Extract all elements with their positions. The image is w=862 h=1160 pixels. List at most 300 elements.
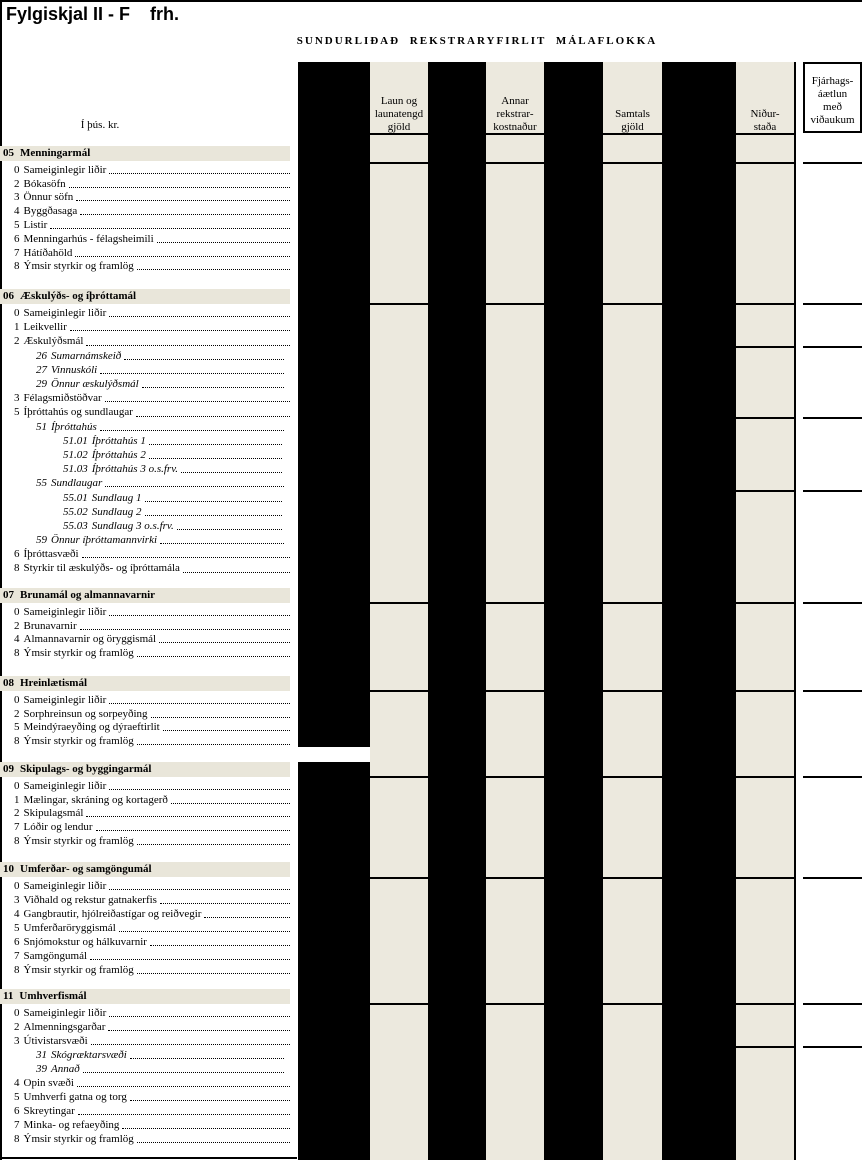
section-header: [0, 289, 290, 304]
line-item-code: 8: [14, 835, 20, 848]
separator-bar: [298, 762, 370, 1160]
line-item-code: 8: [14, 1133, 20, 1145]
line-item: [0, 505, 297, 519]
line-item-label: Útivistarsvæði: [23, 1035, 88, 1047]
section-divider-line: [486, 133, 544, 135]
line-item-label: Ýmsir styrkir og framlög: [23, 835, 134, 848]
unit-label: Í þús. kr.: [80, 119, 120, 131]
line-item: [0, 306, 297, 320]
section-divider-line: [603, 776, 662, 778]
dotted-leader: [109, 615, 290, 616]
section-divider-line: [736, 346, 794, 348]
line-item: [0, 1118, 297, 1132]
section-items: [0, 163, 297, 273]
line-item-code: 3: [14, 392, 20, 405]
section-divider-line: [486, 303, 544, 305]
dotted-leader: [124, 359, 284, 360]
dotted-leader: [100, 430, 284, 431]
dotted-leader: [91, 1044, 290, 1045]
line-item: [0, 177, 297, 191]
section-divider-line: [803, 162, 862, 164]
line-item: [0, 734, 297, 748]
line-item: [0, 533, 297, 547]
section-divider-line: [486, 776, 544, 778]
section-title: Hreinlætismál: [20, 677, 88, 689]
section-divider-line: [370, 1003, 428, 1005]
line-item-code: 0: [14, 1007, 20, 1019]
dotted-leader: [69, 187, 290, 188]
line-item-label: Styrkir til æskulýðs- og íþróttamála: [23, 562, 180, 575]
section-divider-line: [370, 303, 428, 305]
line-item-code: 8: [14, 647, 20, 660]
section-divider-line: [603, 877, 662, 879]
line-item: [0, 1048, 297, 1062]
line-item-code: 27: [36, 363, 47, 376]
dotted-leader: [137, 269, 290, 270]
line-item-label: Sundlaug 3 o.s.frv.: [91, 519, 174, 532]
line-item-label: Menningarhús - félagsheimili: [23, 232, 154, 245]
line-item: [0, 907, 297, 921]
line-item: [0, 1104, 297, 1118]
line-item: [0, 246, 297, 260]
line-item: [0, 561, 297, 575]
line-item: [0, 163, 297, 177]
line-item-label: Sameiginlegir liðir: [23, 1007, 107, 1019]
column-header-line: Niður-: [750, 108, 780, 120]
line-item-label: Sundlaug 2: [91, 505, 142, 518]
section-items: [0, 1006, 297, 1146]
line-item-code: 0: [14, 163, 20, 176]
line-item-code: 0: [14, 307, 20, 320]
line-item-code: 55.01: [63, 491, 88, 504]
section-code: 07: [3, 589, 14, 601]
dotted-leader: [105, 486, 284, 487]
section-items: [0, 693, 297, 748]
section-divider-line: [603, 162, 662, 164]
line-item: [0, 793, 297, 807]
line-item: [0, 547, 297, 561]
section-title: Brunamál og almannavarnir: [20, 589, 156, 601]
line-item-code: 1: [14, 793, 20, 806]
column-header-nidurstada: [736, 108, 794, 134]
dotted-leader: [157, 242, 290, 243]
line-item-label: Almannavarnir og öryggismál: [23, 633, 157, 646]
line-item-label: Opin svæði: [23, 1077, 74, 1089]
section-title: Umferðar- og samgöngumál: [20, 863, 152, 875]
dotted-leader: [109, 316, 290, 317]
section-divider-line: [736, 1046, 794, 1048]
dotted-leader: [183, 572, 290, 573]
section-divider-line: [603, 602, 662, 604]
line-item-code: 6: [14, 1105, 20, 1117]
line-item-code: 6: [14, 232, 20, 245]
line-item-code: 5: [14, 922, 20, 934]
dotted-leader: [137, 744, 290, 745]
section-code: 09: [3, 763, 14, 775]
dotted-leader: [119, 931, 290, 932]
section-block-08: [0, 676, 297, 748]
section-divider-line: [803, 690, 862, 692]
line-item: [0, 349, 297, 363]
column-header-line: viðaukum: [810, 114, 855, 126]
section-divider-line: [803, 417, 862, 419]
line-item-label: Önnur æskulýðsmál: [51, 378, 139, 391]
line-item-code: 59: [36, 534, 47, 547]
line-item: [0, 1006, 297, 1020]
line-item-label: Leikvellir: [23, 321, 67, 334]
line-item-label: Önnur íþróttamannvirki: [51, 534, 158, 547]
dotted-leader: [145, 515, 282, 516]
section-code: 11: [3, 990, 14, 1002]
column-header-line: með: [823, 101, 842, 113]
section-items: [0, 306, 297, 576]
line-item: [0, 1090, 297, 1104]
line-item-label: Sameiginlegir liðir: [23, 779, 107, 792]
section-divider-line: [370, 776, 428, 778]
separator-bar: [662, 62, 736, 1160]
section-divider-line: [736, 303, 794, 305]
section-divider-line: [736, 417, 794, 419]
line-item: [0, 1034, 297, 1048]
line-item-label: Brunavarnir: [23, 619, 77, 632]
dotted-leader: [130, 1058, 284, 1059]
column-header-line: Annar: [501, 95, 529, 107]
section-block-11: [0, 989, 297, 1146]
section-header: [0, 762, 290, 777]
line-item: [0, 820, 297, 834]
line-item: [0, 391, 297, 405]
line-item-label: Íþróttasvæði: [23, 548, 79, 561]
line-item: [0, 779, 297, 793]
line-item: [0, 334, 297, 348]
line-item-code: 6: [14, 548, 20, 561]
section-code: 06: [3, 290, 14, 302]
section-divider-line: [486, 602, 544, 604]
section-title: Skipulags- og byggingarmál: [20, 763, 152, 775]
line-item: [0, 490, 297, 504]
dotted-leader: [109, 1016, 290, 1017]
line-item-label: Almenningsgarðar: [23, 1021, 106, 1033]
dotted-leader: [108, 1030, 290, 1031]
section-divider-line: [486, 1003, 544, 1005]
line-item-label: Sameiginlegir liðir: [23, 163, 107, 176]
line-item: [0, 218, 297, 232]
column-header-line: áætlun: [817, 88, 848, 100]
line-item-label: Minka- og refaeyðing: [23, 1119, 120, 1131]
line-item-code: 8: [14, 735, 20, 748]
dotted-leader: [122, 1128, 290, 1129]
section-divider-line: [736, 490, 794, 492]
line-item-code: 4: [14, 205, 20, 218]
line-item: [0, 949, 297, 963]
line-item: [0, 462, 297, 476]
column-header-line: staða: [753, 121, 777, 133]
dotted-leader: [163, 730, 290, 731]
line-item-code: 5: [14, 1091, 20, 1103]
column-header-laun-og-launatengd-gjold: [370, 95, 428, 134]
line-item-label: Íþróttahús 2: [91, 448, 146, 461]
line-item-code: 2: [14, 619, 20, 632]
line-item-code: 31: [36, 1049, 47, 1061]
line-item-label: Íþróttahús 1: [91, 434, 146, 447]
section-items: [0, 779, 297, 848]
line-item: [0, 377, 297, 391]
section-code: 08: [3, 677, 14, 689]
line-item-label: Félagsmiðstöðvar: [23, 392, 102, 405]
column-header-line: Samtals: [615, 108, 650, 120]
dotted-leader: [149, 458, 282, 459]
dotted-leader: [50, 228, 290, 229]
section-divider-line: [370, 133, 428, 135]
line-item-code: 4: [14, 633, 20, 646]
section-divider-line: [370, 602, 428, 604]
line-item-label: Byggðasaga: [23, 205, 78, 218]
line-item-label: Sundlaug 1: [91, 491, 142, 504]
line-item-code: 39: [36, 1063, 47, 1075]
line-item-code: 26: [36, 349, 47, 362]
line-item-label: Íþróttahús: [51, 420, 97, 433]
line-item-code: 8: [14, 562, 20, 575]
line-item-label: Ýmsir styrkir og framlög: [23, 964, 134, 976]
line-item: [0, 363, 297, 377]
line-item: [0, 434, 297, 448]
line-item: [0, 260, 297, 274]
dotted-leader: [77, 1086, 290, 1087]
section-code: 05: [3, 147, 14, 159]
line-item: [0, 721, 297, 735]
section-divider-line: [803, 1003, 862, 1005]
line-item-label: Skipulagsmál: [23, 807, 84, 820]
line-item-code: 2: [14, 707, 20, 720]
line-item-label: Vinnuskóli: [51, 363, 98, 376]
line-item: [0, 405, 297, 419]
data-column-fjarhagsaetlun: [803, 62, 862, 1160]
dotted-leader: [136, 416, 290, 417]
section-divider-line: [803, 346, 862, 348]
line-item-label: Annað: [51, 1063, 80, 1075]
section-header: [0, 588, 290, 603]
line-item-label: Sorphreinsun og sorpeyðing: [23, 707, 148, 720]
line-item-code: 0: [14, 779, 20, 792]
separator-bar: [298, 62, 370, 747]
line-item: [0, 519, 297, 533]
dotted-leader: [90, 959, 290, 960]
dotted-leader: [109, 889, 290, 890]
section-divider-line: [803, 776, 862, 778]
line-item: [0, 232, 297, 246]
line-item-code: 7: [14, 1119, 20, 1131]
line-item-label: Sameiginlegir liðir: [23, 880, 107, 892]
category-list: [0, 0, 297, 1160]
line-item-code: 51: [36, 420, 47, 433]
dotted-leader: [137, 844, 290, 845]
line-item-code: 0: [14, 605, 20, 618]
column-header-line: Fjárhags-: [811, 75, 854, 87]
dotted-leader: [204, 917, 290, 918]
dotted-leader: [100, 373, 284, 374]
line-item-code: 7: [14, 246, 20, 259]
dotted-leader: [109, 703, 290, 704]
section-title: Menningarmál: [20, 147, 91, 159]
column-header-line: rekstrar-: [496, 108, 534, 120]
line-item-code: 2: [14, 335, 20, 348]
separator-bar: [428, 62, 486, 1160]
line-item-label: Æskulýðsmál: [23, 335, 84, 348]
section-header: [0, 989, 290, 1004]
line-item-code: 29: [36, 378, 47, 391]
section-block-06: [0, 289, 297, 576]
line-item-label: Umhverfi gatna og torg: [23, 1091, 127, 1103]
line-item-label: Snjómokstur og hálkuvarnir: [23, 936, 147, 948]
data-column-nidurstada: [736, 62, 796, 1160]
line-item: [0, 633, 297, 647]
line-item-label: Sameiginlegir liðir: [23, 307, 107, 320]
data-column-annar-rekstrarkostnadur: [486, 62, 544, 1160]
line-item: [0, 807, 297, 821]
line-item-code: 7: [14, 821, 20, 834]
dotted-leader: [160, 903, 290, 904]
line-item: [0, 935, 297, 949]
line-item-code: 8: [14, 260, 20, 273]
section-divider-line: [370, 162, 428, 164]
line-item: [0, 1062, 297, 1076]
dotted-leader: [82, 557, 291, 558]
column-header-line: kostnaður: [493, 121, 537, 133]
line-item-label: Önnur söfn: [23, 191, 74, 204]
section-divider-line: [803, 1046, 862, 1048]
dotted-leader: [83, 1072, 284, 1073]
line-item-label: Umferðaröryggismál: [23, 922, 116, 934]
line-item-label: Sameiginlegir liðir: [23, 693, 107, 706]
dotted-leader: [137, 1142, 290, 1143]
line-item-code: 55: [36, 477, 47, 490]
line-item-label: Samgöngumál: [23, 950, 88, 962]
column-header-samtals-gjold: [603, 108, 662, 134]
line-item: [0, 1020, 297, 1034]
section-block-05: [0, 146, 297, 273]
line-item: [0, 707, 297, 721]
section-divider-line: [603, 303, 662, 305]
column-header-line: launatengd: [374, 108, 424, 120]
section-items: [0, 879, 297, 977]
line-item-label: Íþróttahús 3 o.s.frv.: [91, 463, 179, 476]
line-item-code: 2: [14, 1021, 20, 1033]
dotted-leader: [160, 543, 284, 544]
page-title-suffix: frh.: [150, 4, 180, 24]
section-divider-line: [736, 162, 794, 164]
line-item-code: 5: [14, 721, 20, 734]
column-header-line: gjöld: [387, 121, 411, 133]
dotted-leader: [181, 472, 282, 473]
section-divider-line: [803, 490, 862, 492]
line-item: [0, 619, 297, 633]
line-item-label: Lóðir og lendur: [23, 821, 93, 834]
page-title-text: Fylgiskjal II - F: [6, 4, 131, 24]
section-divider-line: [486, 877, 544, 879]
line-item-code: 5: [14, 219, 20, 232]
line-item-code: 2: [14, 177, 20, 190]
dotted-leader: [105, 401, 290, 402]
line-item-code: 2: [14, 807, 20, 820]
line-item-code: 4: [14, 1077, 20, 1089]
line-item-label: Hátíðahöld: [23, 246, 73, 259]
line-item-label: Ýmsir styrkir og framlög: [23, 260, 134, 273]
line-item: [0, 204, 297, 218]
section-items: [0, 605, 297, 660]
dotted-leader: [76, 200, 290, 201]
dotted-leader: [75, 256, 290, 257]
line-item-code: 51.01: [63, 434, 88, 447]
line-item-code: 4: [14, 908, 20, 920]
line-item: [0, 921, 297, 935]
section-block-07: [0, 588, 297, 660]
section-divider-line: [803, 602, 862, 604]
line-item: [0, 963, 297, 977]
dotted-leader: [130, 1100, 290, 1101]
section-divider-line: [603, 690, 662, 692]
section-divider-line: [370, 690, 428, 692]
section-divider-line: [486, 690, 544, 692]
line-item-label: Meindýraeyðing og dýraeftirlit: [23, 721, 160, 734]
dotted-leader: [80, 629, 290, 630]
line-item-code: 55.02: [63, 505, 88, 518]
dotted-leader: [137, 656, 290, 657]
data-column-laun-og-launatengd-gjold: [370, 62, 428, 1160]
section-divider-line: [486, 162, 544, 164]
line-item-label: Listir: [23, 219, 48, 232]
section-divider-line: [736, 602, 794, 604]
dotted-leader: [177, 529, 282, 530]
line-item-code: 0: [14, 880, 20, 892]
line-item-label: Sameiginlegir liðir: [23, 605, 107, 618]
column-header-fjarhagsaetlun-med-vidaukum: [803, 75, 862, 127]
dotted-leader: [96, 830, 290, 831]
section-divider-line: [603, 1003, 662, 1005]
line-item-code: 1: [14, 321, 20, 334]
line-item: [0, 834, 297, 848]
line-item-code: 6: [14, 936, 20, 948]
section-divider-line: [803, 303, 862, 305]
line-item: [0, 448, 297, 462]
line-item-label: Sumarnámskeið: [51, 349, 122, 362]
dotted-leader: [109, 173, 290, 174]
column-header-annar-rekstrarkostnadur: [486, 95, 544, 134]
line-item-label: Ýmsir styrkir og framlög: [23, 735, 134, 748]
line-item-label: Mælingar, skráning og kortagerð: [23, 793, 168, 806]
section-block-09: [0, 762, 297, 848]
line-item-label: Sundlaugar: [51, 477, 103, 490]
line-item-label: Ýmsir styrkir og framlög: [23, 1133, 134, 1145]
line-item: [0, 693, 297, 707]
line-item: [0, 320, 297, 334]
line-item-label: Viðhald og rekstur gatnakerfis: [23, 894, 157, 906]
section-header: [0, 146, 290, 161]
section-title: Umhverfismál: [19, 990, 87, 1002]
section-divider-line: [736, 690, 794, 692]
line-item-label: Íþróttahús og sundlaugar: [23, 406, 133, 419]
line-item-code: 51.02: [63, 448, 88, 461]
dotted-leader: [137, 973, 290, 974]
line-item: [0, 646, 297, 660]
section-divider-line: [736, 1003, 794, 1005]
line-item-label: Ýmsir styrkir og framlög: [23, 647, 134, 660]
line-item-code: 0: [14, 693, 20, 706]
line-item: [0, 605, 297, 619]
dotted-leader: [86, 816, 290, 817]
line-item-code: 7: [14, 950, 20, 962]
column-header-line: Laun og: [380, 95, 418, 107]
section-title: Æskulýðs- og íþróttamál: [20, 290, 137, 302]
